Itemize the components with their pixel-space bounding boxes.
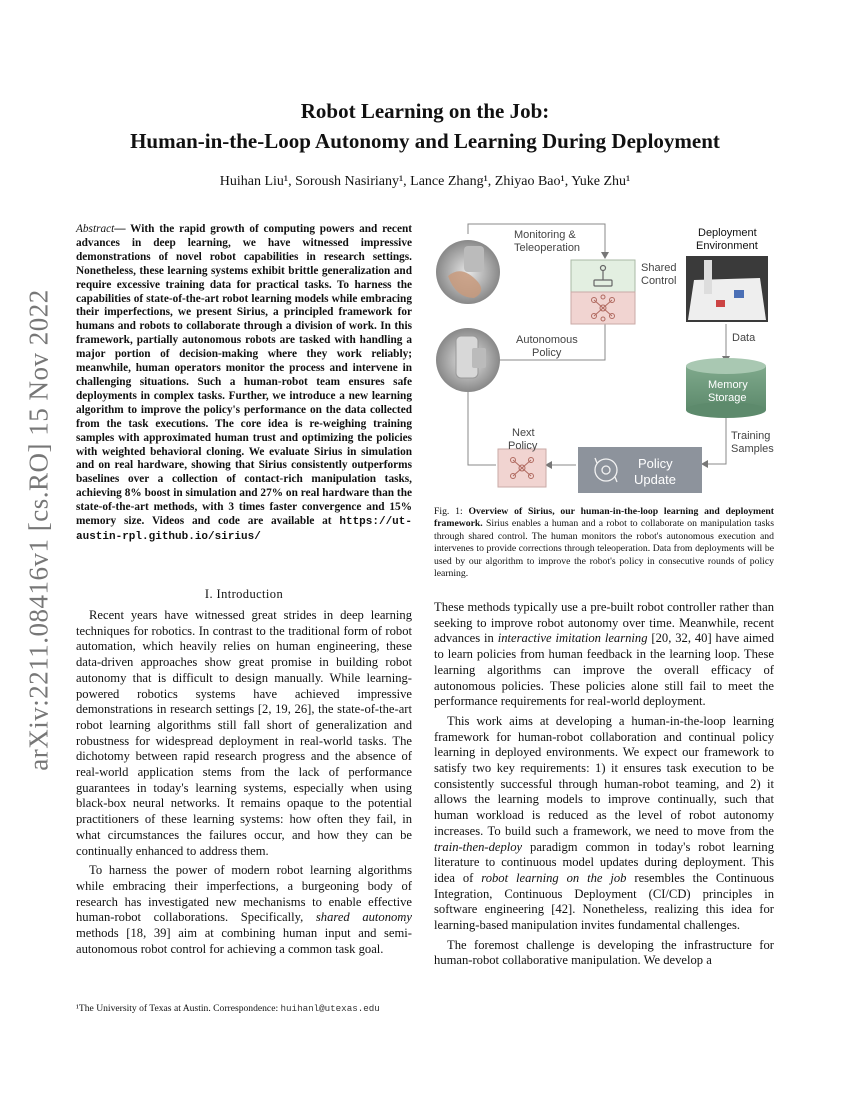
label-update: Update <box>634 472 676 487</box>
intro-paragraph-1: Recent years have witnessed great strides in deep learning techniques for robotics. In contrast to the traditional form of robot automation, which heavily relies on human engineering, these data-driven approaches show great promise in building robot autonomy that is difficult to design manually. While learning-powered robotics systems have achieved impressive demonstrations in research settings [2, 19, 26], the state-of-the-art robot learning algorithms still fall short of generalization and robustness for widespread deployment in real-world tasks. The dichotomy between rapid research progress and the absence of real-world application stems from the lack of performance guarantees in today's learning systems, especially when using black-box neural networks. It remains opaque to the potential practitioners of these learning systems: how often they fail, in what circumstances the failures occur, and how they can be continually enhanced to address them. <box>76 608 412 858</box>
label-teleoperation: Teleoperation <box>514 242 581 254</box>
intro-paragraph-4: This work aims at developing a human-in-the-loop learning framework for human-robot collaboration and continual policy learning in deployed environments. We expect our framework to satisfy two key requirements: 1) it ensures task execution to be consistently successful through human-robot teaming, and 2) it allows the learning models to improve continually, such that human workload is reduced as the level of robot autonomy increases. To build such a framework, we need to move from the train-then-deploy paradigm common in today's robot learning literature to continuous model updates during deployment. This idea of robot learning on the job resembles the Continuous Integration, Continuous Deployment (CI/CD) principles in software engineering [42]. Nonetheless, realizing this idea for learning-based manipulation invites fundamental challenges. <box>434 713 774 933</box>
figure-1-caption: Fig. 1: Overview of Sirius, our human-in-the-loop learning and deployment framework. Sirius enables a human and a robot to collaborate on manipulation tasks through shared control. The human monitors the robot's autonomous execution and intervenes to provide corrections through teleoperation. Data from deployments will be used by our algorithm to improve the robot's policy in consecutive rounds of policy learning. <box>434 506 774 580</box>
label-update-policy: Policy <box>638 456 673 471</box>
introduction-left-column <box>76 608 412 957</box>
arxiv-id: arXiv:2211.08416v1 [cs.RO] 15 Nov 2022 <box>23 289 54 771</box>
paper-title-line-2: Human-in-the-Loop Autonomy and Learning During Deployment <box>130 129 720 153</box>
paper-title-line-1: Robot Learning on the Job: <box>300 99 550 123</box>
abstract-label: Abstract <box>76 223 115 235</box>
label-training: Training <box>731 430 771 442</box>
introduction-right-column <box>434 600 774 969</box>
label-deployment: Deployment <box>698 227 757 239</box>
arxiv-sidebar <box>16 285 62 775</box>
intro-paragraph-3: These methods typically use a pre-built robot controller rather than seeking to improve robot autonomy over time. Meanwhile, recent advances in interactive imitation learning [20, 32, 40] have aimed to learn policies from human feedback in the learning loop. These learning algorithms can improve the overall efficacy of autonomous policies. These policies alone still fail to meet the performance requirements for real-world deployment. <box>434 600 774 709</box>
label-storage: Storage <box>708 392 747 404</box>
label-monitoring: Monitoring & <box>514 229 576 241</box>
intro-paragraph-5: The foremost challenge is developing the infrastructure for human-robot collaborative manipulation. We develop a <box>434 937 774 968</box>
label-next-policy: Policy <box>508 440 538 452</box>
abstract-text: — With the rapid growth of computing powers and recent advances in deep learning, we have witnessed impressive demonstrations of novel robot capabilities in research settings. Nonetheless, these learning systems exhibit brittle generalization and require excessive training data for practical tasks. To harness the capabilities of state-of-the-art robot learning models while embracing their imperfections, we present Sirius, a principled framework for humans and robots to collaborate through a division of work. In this framework, partially autonomous robots are tasked with handling a major portion of decision-making where they work reliably; meanwhile, human operators monitor the process and intervene in challenging situations. Such a human-robot team ensures safe deployments in complex tasks. Further, we introduce a new learning algorithm to improve the policy's performance on the data collected from the task executions. The core idea is re-weighing training samples with approximated human trust and optimizing the policies with weighted behavioral cloning. We evaluate Sirius in simulation and on real hardware, showing that Sirius consistently outperforms baselines over a collection of contact-rich manipulation tasks, achieving 8% boost in simulation and 27% on real hardware than the state-of-the-art methods, with 3 times faster convergence and 15% memory size. Videos and code are available at <box>76 223 412 528</box>
section-heading-introduction: I. Introduction <box>204 587 284 601</box>
label-autonomous: Autonomous <box>516 334 578 346</box>
label-samples: Samples <box>731 443 774 455</box>
label-memory: Memory <box>708 379 748 391</box>
label-shared: Shared <box>641 262 677 274</box>
footnote: ¹The University of Texas at Austin. Correspondence: huihanl@utexas.edu <box>76 1003 380 1014</box>
abstract <box>76 223 412 545</box>
intro-paragraph-2: To harness the power of modern robot learning algorithms while embracing their imperfections, a burgeoning body of research has investigated new mechanisms to enable effective human-robot collaborations. Specifically, shared autonomy methods [18, 39] aim at combining human input and semi-autonomous robot control for achieving a common task goal. <box>76 863 412 956</box>
label-data: Data <box>732 332 756 344</box>
project-url[interactable]: https://ut-austin-rpl.github.io/sirius/ <box>76 516 412 543</box>
label-next: Next <box>512 427 535 439</box>
figure-1-diagram <box>434 220 774 505</box>
correspondence-email[interactable]: huihanl@utexas.edu <box>280 1003 380 1014</box>
label-policy: Policy <box>532 347 562 359</box>
label-environment: Environment <box>696 240 758 252</box>
label-control: Control <box>641 275 677 287</box>
author-list: Huihan Liu¹, Soroush Nasiriany¹, Lance Zhang¹, Zhiyao Bao¹, Yuke Zhu¹ <box>219 174 631 189</box>
